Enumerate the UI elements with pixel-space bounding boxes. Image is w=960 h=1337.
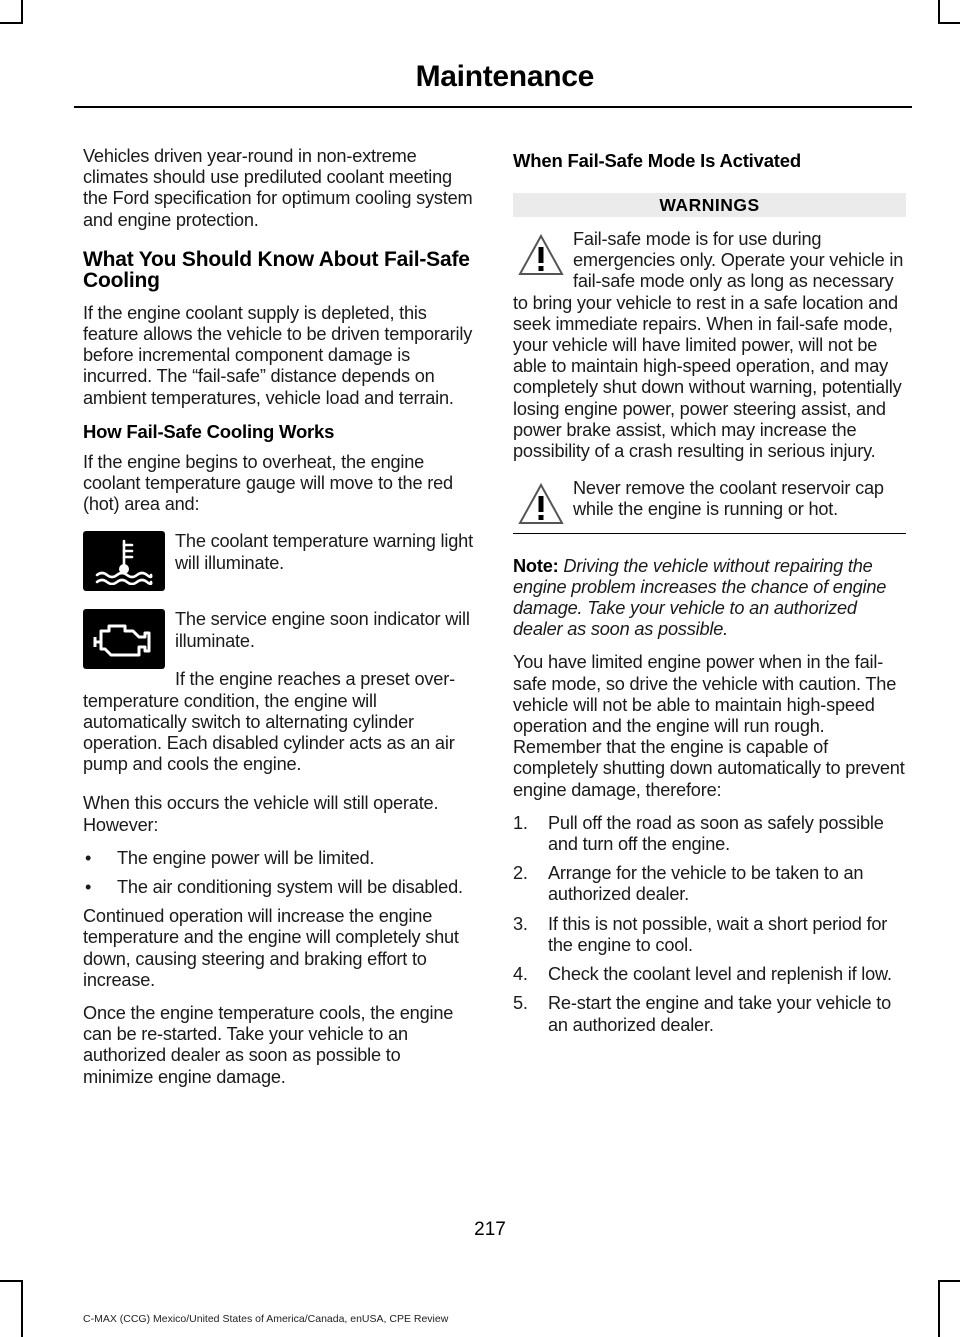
section-heading: When Fail-Safe Mode Is Activated [513, 150, 801, 171]
crop-mark [938, 0, 940, 24]
warning-triangle-icon [517, 233, 565, 277]
list-item: 3. If this is not possible, wait a short period for the engine to cool. [513, 913, 888, 955]
crop-mark [938, 22, 960, 24]
warning-divider [513, 533, 906, 534]
list-item: • The air conditioning system will be disabled. [83, 877, 475, 898]
engine-warning-row [83, 609, 475, 669]
section-heading: What You Should Know About Fail-Safe Cooling [83, 247, 470, 292]
list-item: 4. Check the coolant level and replenish if low. [513, 964, 892, 985]
page-title: Maintenance [415, 60, 594, 93]
warning-text: Fail-safe mode is for use during emergencies only. Operate your vehicle in fail-safe mode only as long as necessary to bring your vehicle to rest in a safe location and seek immediate repairs. When in fail-safe mode, your vehicle will have limited power, will not be able to maintain high-speed operation, and may completely shut down without warning, potentially losing engine power, power steering assist, and power brake assist, which may increase the possibility of a crash resulting in serious injury. [513, 229, 904, 462]
list-item: 2. Arrange for the vehicle to be taken to an authorized dealer. [513, 863, 864, 905]
numbered-list [513, 813, 906, 1036]
crop-mark [21, 1280, 23, 1337]
paragraph: If the engine coolant supply is depleted, this feature allows the vehicle to be driven temporarily before incremental component damage is incurred. The “fail-safe” distance depends on ambient temperatures, vehicle load and terrain. [83, 302, 473, 408]
note-text: Driving the vehicle without repairing the engine problem increases the chance of engine damage. Take your vehicle to an authorized dealer as soon as possible. [513, 555, 887, 640]
icon-description: The service engine soon indicator will illuminate. [175, 609, 470, 651]
warning-triangle-icon [517, 482, 565, 526]
paragraph: Continued operation will increase the engine temperature and the engine will completely shut down, causing steering and braking effort to increase. [83, 906, 459, 990]
warning-block [513, 229, 906, 462]
crop-mark [938, 1280, 960, 1282]
check-engine-icon [83, 609, 165, 669]
coolant-warning-row [83, 531, 475, 591]
bullet-list [83, 848, 475, 898]
paragraph: If the engine begins to overheat, the engine coolant temperature gauge will move to the red (hot) area and: [83, 451, 453, 515]
right-column [513, 146, 906, 1044]
warning-block [513, 478, 906, 520]
coolant-temperature-icon [83, 531, 165, 591]
header-rule [74, 106, 912, 108]
warning-text: Never remove the coolant reservoir cap while the engine is running or hot. [573, 478, 884, 520]
subsection-heading: How Fail-Safe Cooling Works [83, 420, 335, 442]
note-label: Note: [513, 555, 559, 576]
left-column [83, 146, 475, 1100]
intro-paragraph: Vehicles driven year-round in non-extreme climates should use prediluted coolant meeting the Ford specification for optimum cooling system and engine protection. [83, 146, 473, 230]
paragraph: If the engine reaches a preset over-temperature condition, the engine will automatically switch to alternating cylinder operation. Each disabled cylinder acts as an air pump and cools the engine. [83, 669, 455, 775]
crop-mark [938, 1280, 940, 1337]
note [513, 556, 906, 641]
list-item: 5. Re-start the engine and take your vehicle to an authorized dealer. [513, 993, 892, 1035]
page-number: 217 [474, 1219, 506, 1240]
list-item: • The engine power will be limited. [83, 848, 475, 869]
crop-mark [0, 1280, 23, 1282]
icon-description: The coolant temperature warning light will illuminate. [175, 531, 473, 573]
warnings-header: WARNINGS [513, 193, 906, 217]
paragraph: When this occurs the vehicle will still operate. However: [83, 793, 439, 835]
list-item: 1. Pull off the road as soon as safely possible and turn off the engine. [513, 812, 884, 855]
paragraph: Once the engine temperature cools, the engine can be re-started. Take your vehicle to an authorized dealer as soon as possible to minimize engine damage. [83, 1003, 454, 1087]
paragraph: You have limited engine power when in the fail-safe mode, so drive the vehicle with caution. The vehicle will not be able to maintain high-speed operation and the engine will run rough. Remember that the engine is capable of completely shutting down automatically to prevent engine damage, therefore: [513, 652, 905, 800]
footer-text: C-MAX (CCG) Mexico/United States of America/Canada, enUSA, CPE Review [83, 1313, 449, 1325]
crop-mark [0, 22, 23, 24]
crop-mark [21, 0, 23, 24]
